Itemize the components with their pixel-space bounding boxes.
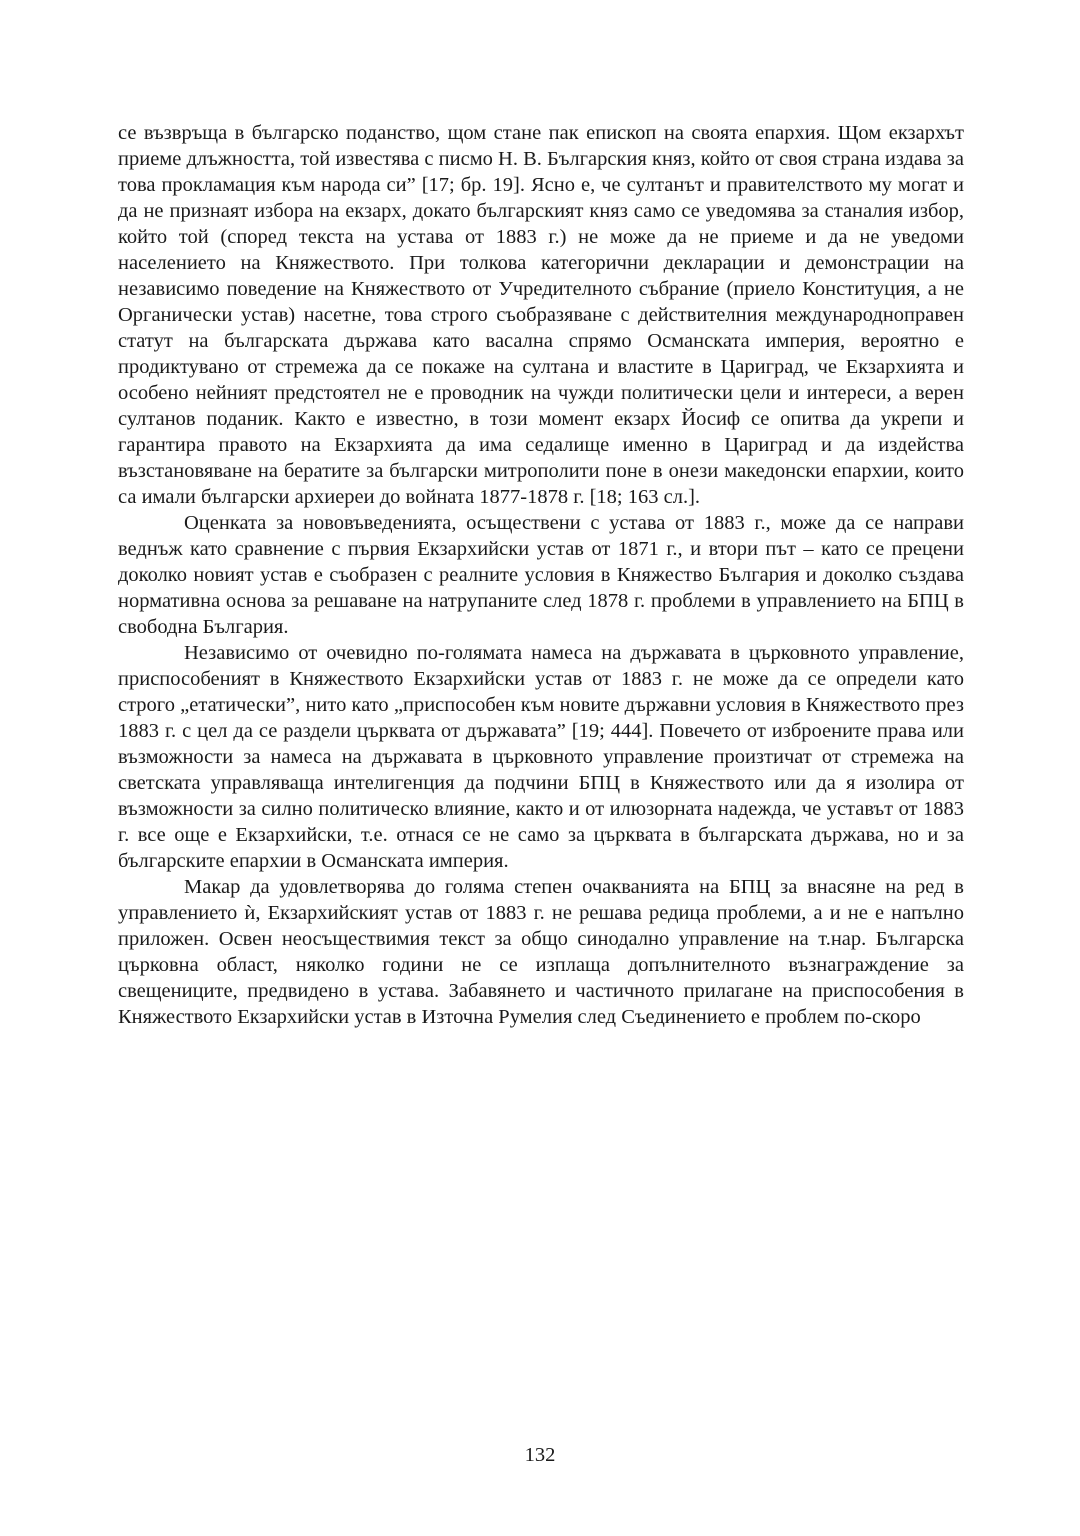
paragraph-1: се възвръща в българско поданство, щом стане пак епископ на своята епархия. Щом екзархът приеме длъжността, той известява с писмо Н. В. Българския княз, който от своя страна издава за това прокламация към народа си” [17; бр. 19]. Ясно е, че султанът и правителството му могат и да не признаят избора на екзарх, докато българският княз само се уведомява за станалия избор, който той (според текста на устава от 1883 г.) не може да не приеме и да не уведоми населението на Княжеството. При толкова категорични декларации и демонстрации на независимо поведение на Княжеството от Учредителното събрание (приело Конституция, а не Органически устав) насетне, това строго съобразяване с действителния международноправен статут на българската държава като васална спрямо Османската империя, вероятно е продиктувано от стремежа да се покаже на султана и властите в Цариград, че Екзархията и особено нейният предстоятел не е проводник на чужди политически цели и интереси, а верен султанов поданик. Както е известно, в този момент екзарх Йосиф се опитва да укрепи и гарантира правото на Екзархията да има седалище именно в Цариград и да издейства възстановяване на бератите за български митрополити поне в онези македонски епархии, които са имали български архиереи до войната 1877-1878 г. [18; 163 сл.]. xyxy=(118,122,964,508)
paragraph-2: Оценката за нововъведенията, осъществени с устава от 1883 г., може да се направи веднъж като сравнение с първия Екзархийски устав от 1871 г., и втори път – като се прецени доколко новият устав е съобразен с реалните условия в Княжество България и доколко създава нормативна основа за решаване на натрупаните след 1878 г. проблеми в управлението на БПЦ в свободна България. xyxy=(118,512,964,638)
paragraph-3: Независимо от очевидно по-голямата намеса на държавата в църковното управление, приспособеният в Княжеството Екзархийски устав от 1883 г. не може да се определи като строго „етатически”, нито като „приспособен към новите държавни условия в Княжеството през 1883 г. с цел да се раздели църквата от държавата” [19; 444]. Повечето от изброените права или възможности за намеса на държавата в църковното управление произтичат от стремежа на светската управляваща интелигенция да подчини БПЦ в Княжеството или да я изолира от възможности за силно политическо влияние, както и от илюзорната надежда, че уставът от 1883 г. все още е Екзархийски, т.е. отнася се не само за църквата в българската държава, но и за българските епархии в Османската империя. xyxy=(118,642,964,872)
paragraph-4: Макар да удовлетворява до голяма степен очакванията на БПЦ за внасяне на ред в управлението ѝ, Екзархийският устав от 1883 г. не решава редица проблеми, а и не е напълно приложен. Освен неосъществимия текст за общо синодално управление на т.нар. Българска църковна област, няколко години не се изплаща допълнителното възнаграждение за свещениците, предвидено в устава. Забавянето и частичното прилагане на приспособения в Княжеството Екзархийски устав в Източна Румелия след Съединението е проблем по-скоро xyxy=(118,876,964,1028)
page-number: 132 xyxy=(524,1444,556,1466)
body-text xyxy=(118,120,964,1030)
